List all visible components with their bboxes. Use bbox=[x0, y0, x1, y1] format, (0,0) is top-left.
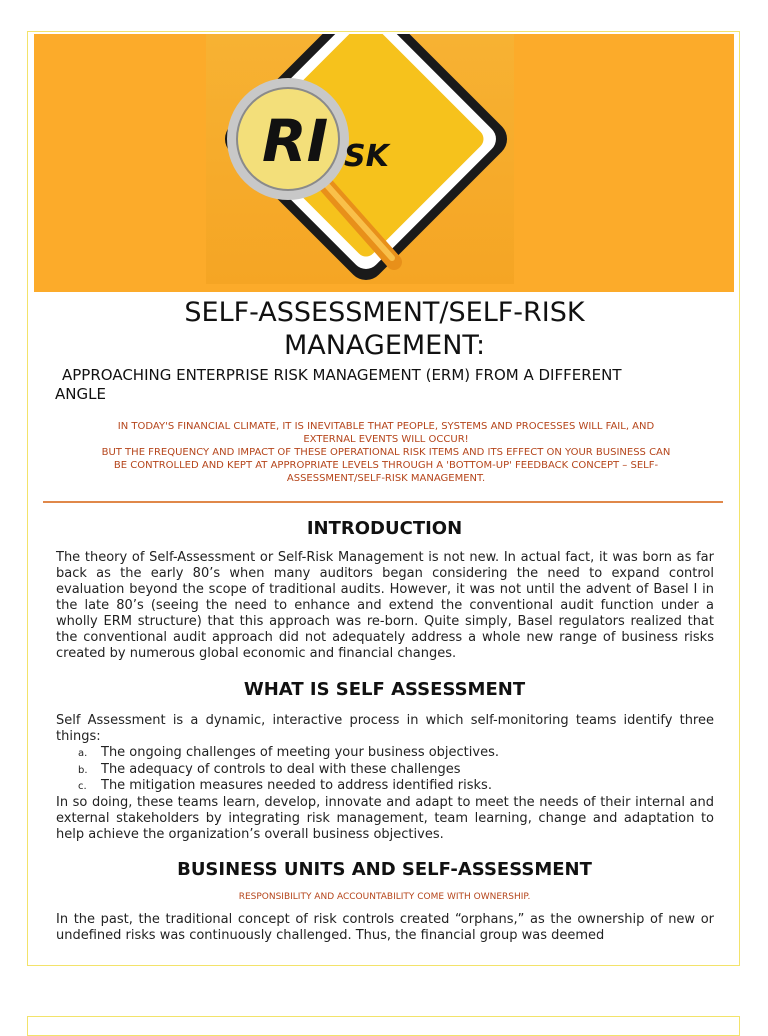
list-item-text: The mitigation measures needed to address identified risks. bbox=[101, 778, 492, 793]
list-item bbox=[56, 745, 714, 762]
intro-statement bbox=[56, 420, 716, 485]
intro-line: EXTERNAL EVENTS WILL OCCUR! bbox=[303, 434, 469, 445]
heading-what-is-self-assessment: WHAT IS SELF ASSESSMENT bbox=[243, 679, 526, 700]
ownership-note: RESPONSIBILITY AND ACCOUNTABILITY COME WITH OWNERSHIP. bbox=[238, 892, 531, 902]
document-page bbox=[27, 31, 740, 966]
intro-line: ASSESSMENT/SELF-RISK MANAGEMENT. bbox=[286, 473, 486, 484]
business-units-body: In the past, the traditional concept of risk controls created “orphans,” as the ownership of new or undefined risks was continuously challenged. Thus, the financial group was deemed bbox=[56, 912, 714, 943]
logo-text-big: RI bbox=[262, 107, 329, 175]
intro-line: BUT THE FREQUENCY AND IMPACT OF THESE OPERATIONAL RISK ITEMS AND ITS EFFECT ON YOUR BUSINESS CAN bbox=[101, 447, 671, 458]
list-item-text: The adequacy of controls to deal with these challenges bbox=[101, 761, 461, 777]
heading-introduction: INTRODUCTION bbox=[306, 518, 463, 539]
logo-text-small: SK bbox=[344, 139, 389, 174]
heading-business-units: BUSINESS UNITS AND SELF-ASSESSMENT bbox=[177, 859, 592, 880]
what-is-closing: In so doing, these teams learn, develop, innovate and adapt to meet the needs of their internal and external stakeholders by integrating risk management, team learning, change and adaptation to help achieve the organization’s overall business objectives. bbox=[56, 795, 714, 842]
divider bbox=[43, 501, 723, 503]
title-line-2: MANAGEMENT: bbox=[283, 330, 486, 361]
list-marker: c. bbox=[78, 781, 87, 792]
page-title bbox=[28, 296, 740, 362]
subtitle-line-2: ANGLE bbox=[55, 385, 106, 403]
list-marker: b. bbox=[78, 764, 88, 776]
introduction-body: The theory of Self-Assessment or Self-Risk Management is not new. In actual fact, it was born as far back as the early 80’s when many auditors began considering the need to expand control evaluation beyond the scope of traditional audits. However, it was not until the advent of Basel I in the late 80’s (seeing the need to enhance and extend the conventional audit function under a wholly ERM structure) that this approach was re-born. Quite simply, Basel regulators realized that the conventional audit approach did not adequately address a whole new range of business risks created by numerous global economic and financial changes. bbox=[56, 550, 714, 661]
next-page bbox=[27, 1016, 740, 1036]
risk-logo-image bbox=[206, 34, 514, 284]
subtitle-line-1: APPROACHING ENTERPRISE RISK MANAGEMENT (ERM) FROM A DIFFERENT bbox=[62, 366, 622, 384]
intro-line: IN TODAY'S FINANCIAL CLIMATE, IT IS INEVITABLE THAT PEOPLE, SYSTEMS AND PROCESSES WILL FAIL, AND bbox=[117, 421, 655, 432]
intro-line: BE CONTROLLED AND KEPT AT APPROPRIATE LEVELS THROUGH A 'BOTTOM-UP' FEEDBACK CONCEPT – SELF- bbox=[113, 460, 659, 471]
risk-sign-icon bbox=[206, 34, 514, 284]
three-things-list bbox=[56, 745, 714, 795]
subtitle bbox=[55, 366, 695, 404]
list-marker: a. bbox=[78, 748, 88, 759]
list-item bbox=[56, 778, 714, 795]
what-is-lead: Self Assessment is a dynamic, interactive process in which self-monitoring teams identify three things: bbox=[56, 713, 714, 744]
list-item-text: The ongoing challenges of meeting your business objectives. bbox=[101, 745, 499, 760]
header-banner bbox=[34, 34, 734, 292]
list-item bbox=[56, 762, 714, 779]
title-line-1: SELF-ASSESSMENT/SELF-RISK bbox=[184, 297, 585, 328]
